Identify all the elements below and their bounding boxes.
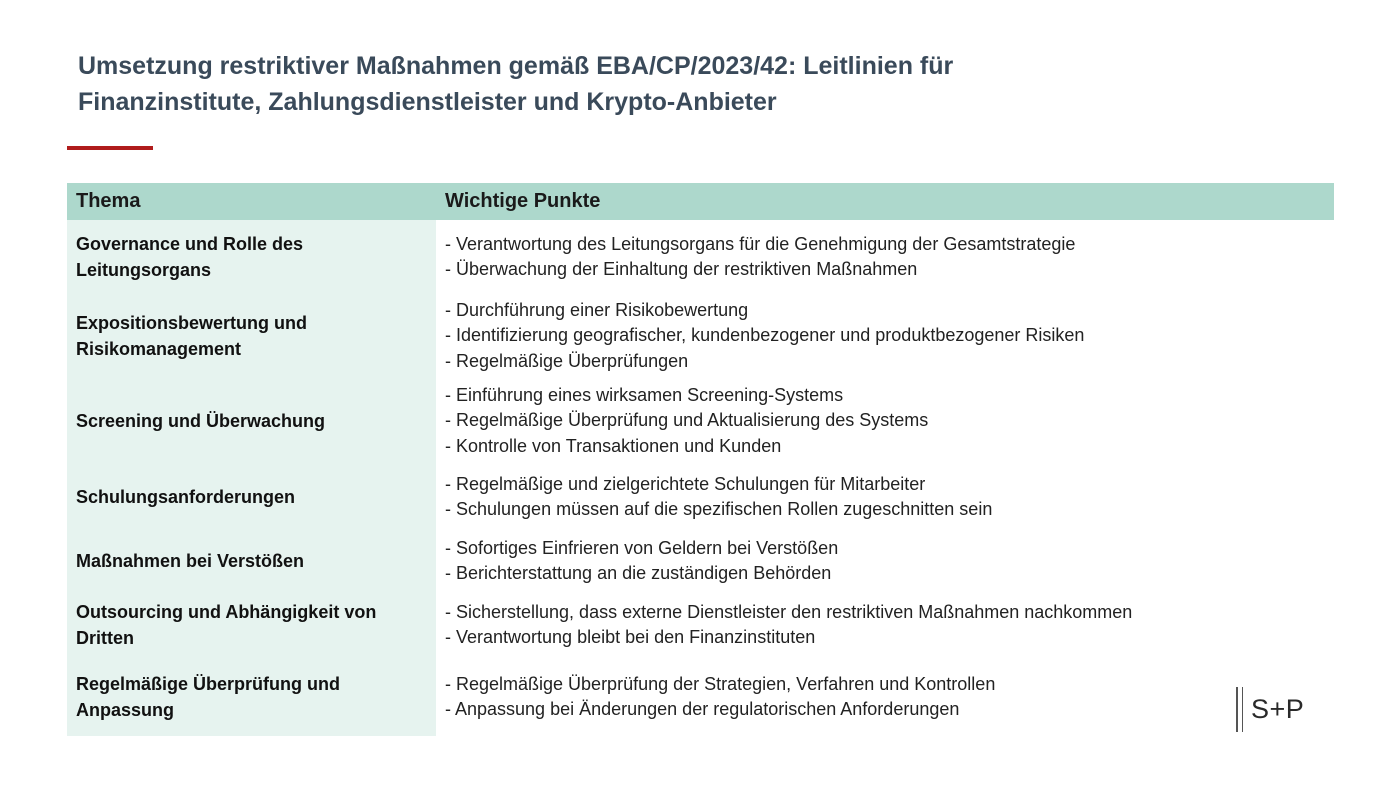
table-row	[67, 378, 1334, 464]
table-header-row	[67, 183, 1334, 220]
slide-title-line-2: Finanzinstitute, Zahlungsdienstleister und Krypto-Anbieter	[78, 88, 777, 116]
point-item: - Kontrolle von Transaktionen und Kunden	[445, 435, 782, 456]
table-row	[67, 658, 1334, 736]
point-item: - Schulungen müssen auf die spezifischen Rollen zugeschnitten sein	[445, 499, 993, 519]
point-item: - Durchführung einer Risikobewertung	[445, 299, 749, 320]
topic-cell: Maßnahmen bei Verstößen	[67, 530, 436, 592]
points-cell	[436, 294, 1334, 378]
table-row	[67, 592, 1334, 658]
slide-title	[78, 48, 1078, 120]
header-thema: Thema	[67, 183, 436, 220]
topic-cell: Screening und Überwachung	[67, 378, 436, 464]
points-cell	[436, 220, 1334, 294]
slide-title-line-1: Umsetzung restriktiver Maßnahmen gemäß EBA/CP/2023/42: Leitlinien für	[78, 52, 954, 80]
point-item: - Regelmäßige Überprüfungen	[445, 350, 689, 371]
point-item: - Anpassung bei Änderungen der regulatorischen Anforderungen	[445, 699, 960, 719]
points-cell	[436, 592, 1334, 658]
point-item: - Regelmäßige Überprüfung der Strategien, Verfahren und Kontrollen	[445, 673, 996, 694]
point-item: - Verantwortung bleibt bei den Finanzinstituten	[445, 627, 816, 647]
topic-cell: Expositionsbewertung und Risikomanagement	[67, 294, 436, 378]
points-cell	[436, 378, 1334, 464]
table-row	[67, 530, 1334, 592]
point-item: - Sofortiges Einfrieren von Geldern bei Verstößen	[445, 537, 839, 558]
topic-cell: Outsourcing und Abhängigkeit von Dritten	[67, 592, 436, 658]
point-item: - Regelmäßige und zielgerichtete Schulungen für Mitarbeiter	[445, 473, 926, 494]
double-bar-logo-icon	[1236, 687, 1238, 732]
logo-text: S+P	[1251, 694, 1305, 724]
table-row	[67, 464, 1334, 530]
point-item: - Einführung eines wirksamen Screening-Systems	[445, 384, 844, 405]
point-item: - Regelmäßige Überprüfung und Aktualisierung des Systems	[445, 410, 929, 431]
topic-cell: Regelmäßige Überprüfung und Anpassung	[67, 658, 436, 736]
point-item: - Überwachung der Einhaltung der restriktiven Maßnahmen	[445, 259, 918, 279]
double-bar-logo-icon	[1242, 687, 1244, 732]
points-cell	[436, 464, 1334, 530]
points-cell	[436, 658, 1334, 736]
topic-cell: Schulungsanforderungen	[67, 464, 436, 530]
table-row	[67, 220, 1334, 294]
table-row	[67, 294, 1334, 378]
point-item: - Verantwortung des Leitungsorgans für die Genehmigung der Gesamtstrategie	[445, 233, 1076, 254]
point-item: - Berichterstattung an die zuständigen Behörden	[445, 563, 832, 583]
topics-table	[67, 183, 1334, 736]
topic-cell: Governance und Rolle des Leitungsorgans	[67, 220, 436, 294]
point-item: - Identifizierung geografischer, kundenbezogener und produktbezogener Risiken	[445, 325, 1085, 346]
header-wichtige-punkte: Wichtige Punkte	[436, 183, 1334, 220]
sp-logo	[1236, 687, 1304, 732]
points-cell	[436, 530, 1334, 592]
point-item: - Sicherstellung, dass externe Dienstleister den restriktiven Maßnahmen nachkommen	[445, 601, 1133, 622]
title-accent-bar	[67, 146, 153, 150]
